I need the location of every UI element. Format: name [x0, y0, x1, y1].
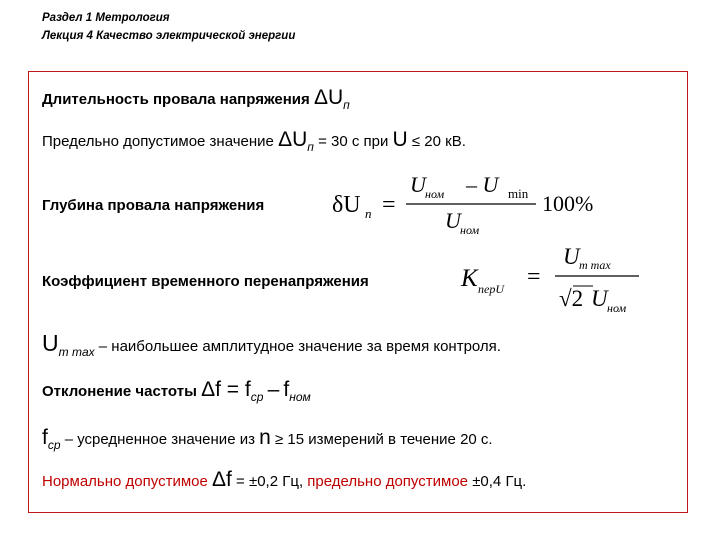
umax-symbol: U — [42, 330, 59, 356]
fcp-subscript: ср — [47, 438, 61, 452]
fcp-symbol: f — [42, 426, 48, 449]
freq-line — [42, 378, 311, 402]
duration-subscript: п — [343, 98, 350, 112]
limit-line — [42, 128, 466, 152]
lecture-title: Лекция 4 Качество электрической энергии — [42, 30, 296, 42]
coef-lhs: K — [461, 265, 478, 292]
freq-f: f — [283, 378, 290, 401]
depth-label: Глубина провала напряжения — [42, 197, 265, 214]
umax-text: – наибольшее амплитудное значение за время контроля. — [98, 338, 501, 355]
coef-formula — [455, 236, 675, 320]
umax-subscript: m max — [58, 345, 95, 359]
freq-label: Отклонение частоты — [42, 383, 197, 400]
depth-lhs: δU — [332, 192, 361, 218]
umax-line — [42, 330, 501, 357]
norm-limit-label: предельно допустимое — [307, 473, 469, 490]
norm-line — [42, 468, 526, 492]
freq-minus: – — [267, 378, 280, 401]
limit-mid: = 30 с при — [318, 133, 389, 150]
norm-normal-label: Нормально допустимое — [42, 473, 208, 490]
coef-den-sqrt: √2 — [559, 286, 584, 311]
freq-sub-nom: ном — [289, 390, 311, 404]
limit-u: U — [392, 128, 408, 151]
depth-num-u-sub: ном — [425, 187, 445, 201]
limit-symbol: ΔU — [278, 128, 308, 151]
depth-lhs-sub: п — [365, 206, 372, 221]
coef-den-sub: ном — [607, 301, 627, 315]
coef-num-sub: m max — [579, 258, 611, 272]
limit-prefix: Предельно допустимое значение — [42, 133, 274, 150]
depth-percent: 100% — [542, 191, 594, 216]
coef-eq: = — [527, 264, 541, 290]
fcp-tail: ≥ 15 измерений в течение 20 с. — [275, 431, 493, 448]
depth-eq: = — [382, 192, 396, 218]
freq-df: Δf = f — [201, 378, 251, 401]
depth-den-u: U — [445, 208, 461, 233]
coef-lhs-sub: перU — [478, 282, 504, 296]
coef-den-u: U — [591, 286, 608, 311]
fcp-n: n — [259, 426, 271, 449]
depth-num-u: U — [410, 172, 426, 197]
freq-sub-cp: ср — [250, 390, 264, 404]
fcp-line — [42, 426, 493, 450]
duration-line — [42, 86, 350, 110]
depth-formula — [320, 168, 620, 240]
duration-symbol: ΔU — [313, 86, 344, 109]
duration-label: Длительность провала напряжения — [42, 91, 310, 108]
depth-num-sub: min — [508, 186, 529, 201]
depth-num-minus: – U — [466, 172, 499, 197]
depth-den-sub: ном — [460, 223, 480, 237]
section-title: Раздел 1 Метрология — [42, 12, 170, 24]
norm-normal-value: = ±0,2 Гц, — [236, 473, 304, 490]
limit-subscript: п — [307, 140, 314, 154]
limit-suffix: ≤ 20 кВ. — [411, 133, 466, 150]
coef-label: Коэффициент временного перенапряжения — [42, 273, 369, 290]
fcp-text: – усредненное значение из — [64, 431, 255, 448]
norm-limit-value: ±0,4 Гц. — [472, 473, 527, 490]
coef-num-u: U — [563, 244, 580, 269]
norm-df: Δf — [212, 468, 232, 491]
